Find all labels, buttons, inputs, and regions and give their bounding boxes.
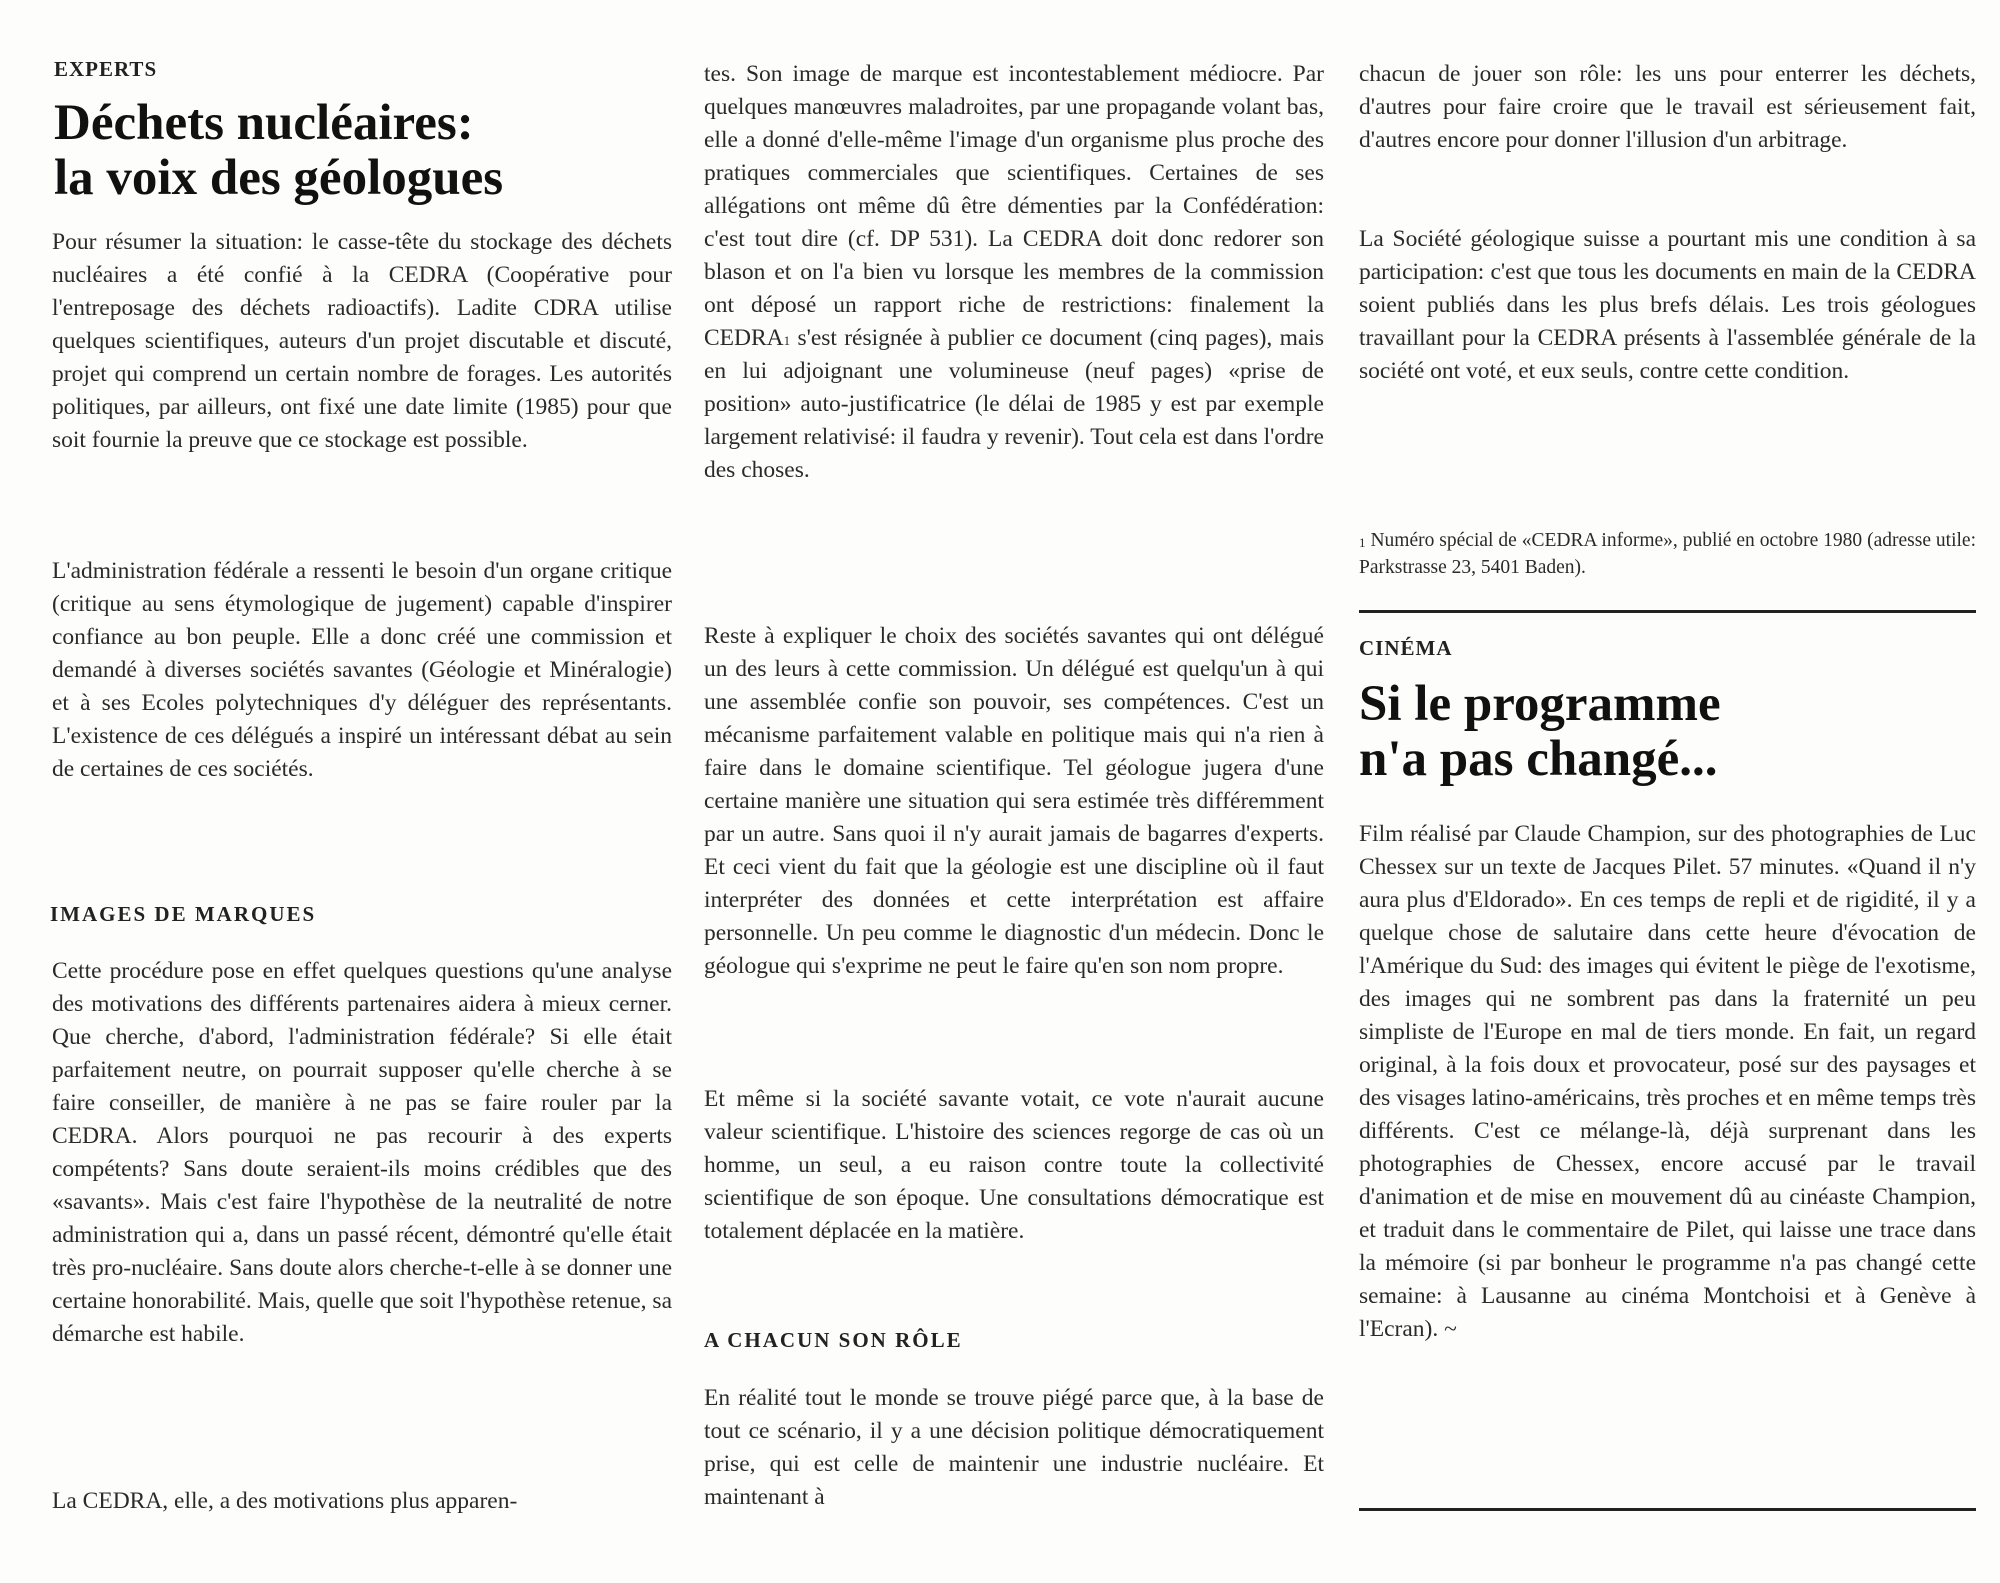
- article-kicker-cinema: CINÉMA: [1359, 636, 1453, 660]
- footnote-number: 1: [1359, 535, 1366, 550]
- article-kicker: EXPERTS: [54, 57, 158, 81]
- paragraph-film-review: [1359, 818, 1976, 1346]
- headline-cinema-line-2: n'a pas changé...: [1359, 731, 1718, 787]
- section-divider: [1359, 610, 1976, 613]
- headline-line-1: Déchets nucléaires:: [54, 95, 474, 151]
- section-heading-a-chacun-son-role: A CHACUN SON RÔLE: [704, 1328, 963, 1352]
- paragraph-societes-savantes: Reste à expliquer le choix des sociétés savantes qui ont délégué un des leurs à cette commission. Un délégué est quelqu'un à qui une assemblée confie son pouvoir, ses compétences. C'est un mécanisme parfaitement valable en politique mais qui n'a rien à faire dans le domaine scientifique. Tel géologue jugera d'une certaine manière une situation qui sera estimée très différemment par un autre. Sans quoi il n'y aurait jamais de bagarres d'experts. Et ceci vient du fait que la géologie est une discipline où il faut interpréter des données et cette interprétation est affaire personnelle. Un peu comme le diagnostic d'un médecin. Donc le géologue qui s'exprime ne peut le faire qu'en son nom propre.: [704, 623, 1324, 979]
- paragraph-administration: L'administration fédérale a ressenti le besoin d'un organe critique (critique au sens étymologique de jugement) capable d'inspirer confiance au bon peuple. Elle a donc créé une commission et demandé à diverses sociétés savantes (Géologie et Minéralogie) et à ses Ecoles polytechniques d'y déléguer des représentants. L'existence de ces délégués a inspiré un intéressant débat au sein de certaines de ces sociétés.: [52, 558, 672, 782]
- footnote-reference: 1: [783, 333, 791, 348]
- paragraph-en-realite-continued: chacun de jouer son rôle: les uns pour enterrer les déchets, d'autres pour faire croire que le travail est sérieusement fait, d'autres encore pour donner l'illusion d'un arbitrage.: [1359, 61, 1976, 153]
- footnote-text: Numéro spécial de «CEDRA informe», publié en octobre 1980 (adresse utile: Parkstrasse 23, 5401 Baden).: [1359, 530, 1977, 578]
- headline-line-2: la voix des géologues: [54, 150, 504, 206]
- paragraph-societe-geologique: La Société géologique suisse a pourtant mis une condition à sa participation: c'est que tous les documents en main de la CEDRA soient publiés dans les plus brefs délais. Les trois géologues travaillant pour la CEDRA présents à l'assemblée générale de la société ont voté, et eux seuls, contre cette condition.: [1359, 226, 1976, 384]
- film-review-text: Film réalisé par Claude Champion, sur des photographies de Luc Chessex sur un texte de Jacques Pilet. 57 minutes. «Quand il n'y aura plus d'Eldorado». En ces temps de repli et de rigidité, il y a quelque chose de salutaire dans cette heure d'évocation de l'Amérique du Sud: des images qui évitent le piège de l'exotisme, des images qui ne sombrent pas dans la fraternité un peu simpliste de l'Europe en mal de tiers monde. En fait, un regard original, à la fois doux et provocateur, posé sur des paysages et des visages latino-américains, très proches et en même temps très différents. C'est ce mélange-là, déjà surprenant dans les photographies de Chessex, encore accusé par le travail d'animation et de mise en mouvement dû au cinéaste Champion, et traduit dans le commentaire de Pilet, qui laisse une trace dans la mémoire (si par bonheur le programme n'a pas changé cette semaine: à Lausanne au cinéma Montchoisi et à Genève à l'Ecran).: [1359, 821, 1976, 1342]
- paragraph-procedure: Cette procédure pose en effet quelques questions qu'une analyse des motivations des différents partenaires aidera à mieux cerner. Que cherche, d'abord, l'administration fédérale? Si elle était parfaitement neutre, on pourrait supposer qu'elle cherche à se faire conseiller, de manière à ne pas se faire rouler par la CEDRA. Alors pourquoi ne pas recourir à des experts compétents? Sans doute seraient-ils moins crédibles que des «savants». Mais c'est faire l'hypothèse de la neutralité de notre administration qui a, dans un passé récent, démontré qu'elle était très pro-nucléaire. Sans doute alors cherche-t-elle à se donner une certaine honorabilité. Mais, quelle que soit l'hypothèse retenue, sa démarche est habile.: [52, 958, 672, 1347]
- paragraph-intro: Pour résumer la situation: le casse-tête du stockage des déchets nucléaires a été confié à la CEDRA (Coopérative pour l'entreposage des déchets radioactifs). Ladite CDRA utilise quelques scientifiques, auteurs d'un projet discutable et discuté, projet qui comprend un certain nombre de forages. Les autorités politiques, par ailleurs, ont fixé une date limite (1985) pour que soit fournie la preuve que ce stockage est possible.: [52, 229, 672, 453]
- article-headline-cinema: [1359, 677, 1976, 787]
- paragraph-cedra-start: La CEDRA, elle, a des motivations plus apparen-: [52, 1488, 518, 1514]
- headline-cinema-line-1: Si le programme: [1359, 676, 1721, 732]
- section-heading-images-de-marques: IMAGES DE MARQUES: [50, 902, 317, 926]
- end-mark: ~: [1444, 1316, 1457, 1342]
- article-headline: [54, 96, 674, 206]
- paragraph-cedra-tail: s'est résignée à publier ce document (cinq pages), mais en lui adjoignant une volumineuse (neuf pages) «prise de position» auto-justificatrice (le délai de 1985 y est par exemple largement relativisé: il faudra y revenir). Tout cela est dans l'ordre des choses.: [704, 325, 1324, 483]
- footnote: [1359, 527, 1976, 581]
- section-divider-bottom: [1359, 1508, 1976, 1511]
- paragraph-cedra-continued: tes. Son image de marque est incontestablement médiocre. Par quelques manœuvres maladroites, par une propagande volant bas, elle a donné d'elle-même l'image d'un organisme plus proche des pratiques commerciales que scientifiques. Certaines de ses allégations ont même dû être démenties par la Confédération: c'est tout dire (cf. DP 531). La CEDRA doit donc redorer son blason et on l'a bien vu lorsque les membres de la commission ont déposé un rapport riche de restrictions: finalement la CEDRA$^1$ s'est résignée à publier ce document (cinq pages), mais en lui adjoignant une volumineuse (neuf pages) «prise de position» auto-justificatrice (le délai de 1985 y est par exemple largement relativisé: il faudra y revenir). Tout cela est dans l'ordre des choses.: [704, 61, 1324, 483]
- paragraph-en-realite: En réalité tout le monde se trouve piégé parce que, à la base de tout ce scénario, il y a une décision politique démocratiquement prise, qui est celle de maintenir une industrie nucléaire. Et maintenant à: [704, 1385, 1324, 1510]
- paragraph-vote: Et même si la société savante votait, ce vote n'aurait aucune valeur scientifique. L'histoire des sciences regorge de cas où un homme, un seul, a eu raison contre toute la collectivité scientifique de son époque. Une consultations démocratique est totalement déplacée en la matière.: [704, 1086, 1324, 1244]
